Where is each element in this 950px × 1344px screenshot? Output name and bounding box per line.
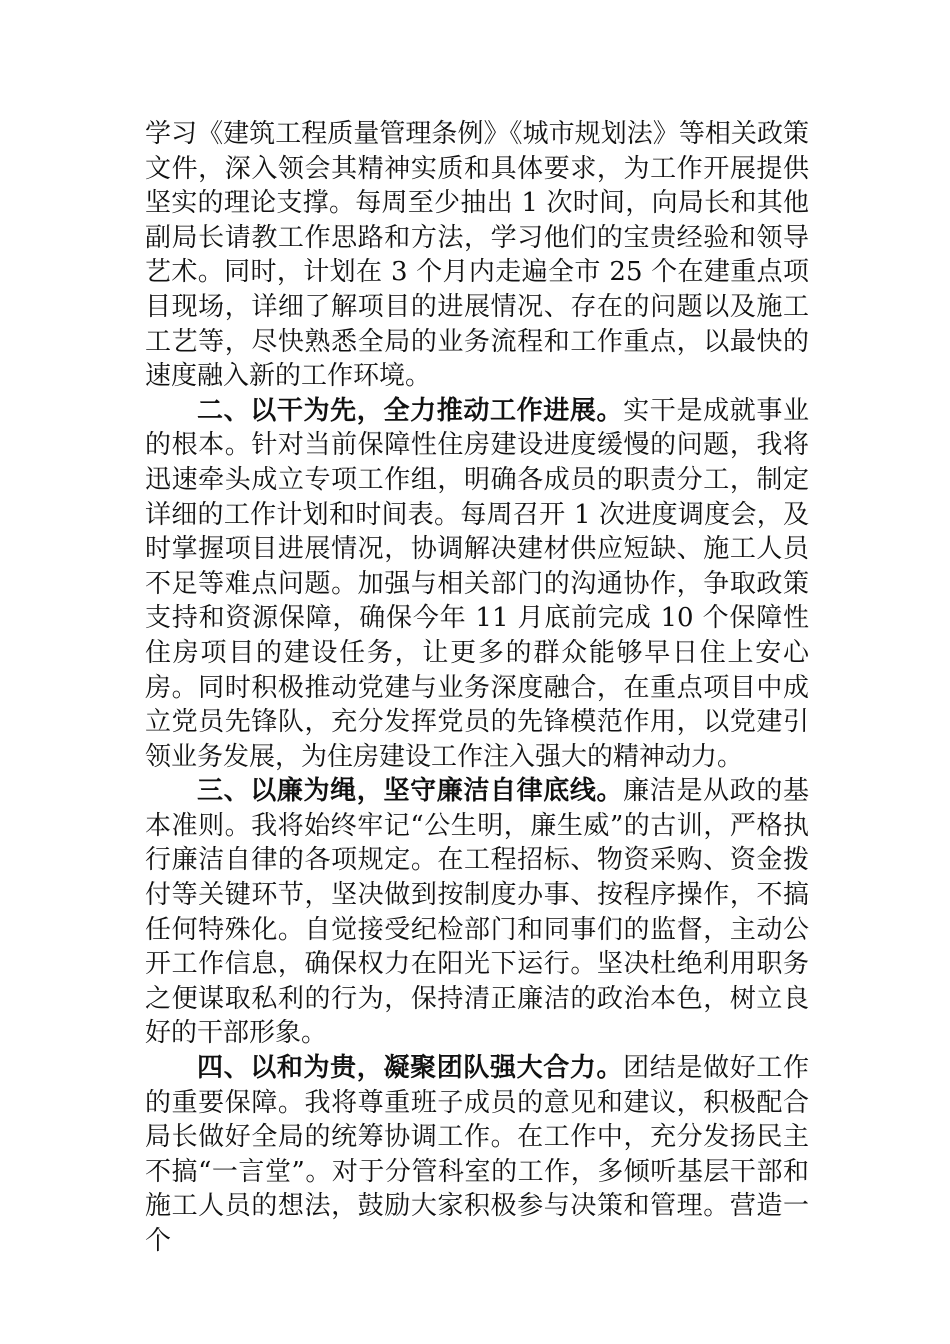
paragraph-section-2: [145, 394, 809, 775]
paragraph-text: 团结是做好工作的重要保障。我将尊重班子成员的意见和建议，积极配合局长做好全局的统筹协调工作。在工作中，充分发扬民主不搞“一言堂”。对于分管科室的工作，多倾听基层干部和施工人员的想法，鼓励大家积极参与决策和管理。营造一个: [145, 1053, 809, 1256]
paragraph-text: 实干是成就事业的根本。针对当前保障性住房建设进度缓慢的问题，我将迅速牵头成立专项工作组，明确各成员的职责分工，制定详细的工作计划和时间表。每周召开 1 次进度调度会，及时掌握项目进展情况，协调解决建材供应短缺、施工人员不足等难点问题。加强与相关部门的沟通协作，争取政策支持和资源保障，确保今年 11 月底前完成 10 个保障性住房项目的建设任务，让更多的群众能够早日住上安心房。同时积极推动党建与业务深度融合，在重点项目中成立党员先锋队，充分发挥党员的先锋模范作用，以党建引领业务发展，为住房建设工作注入强大的精神动力。: [145, 395, 809, 772]
section-heading: 三、以廉为绳，坚守廉洁自律底线。: [197, 776, 624, 807]
paragraph-continuation: [145, 117, 809, 394]
paragraph-text: 廉洁是从政的基本准则。我将始终牢记“公生明，廉生威”的古训，严格执行廉洁自律的各项规定。在工程招标、物资采购、资金拨付等关键环节，坚决做到按制度办事、按程序操作，不搞任何特殊化。自觉接受纪检部门和同事们的监督，主动公开工作信息，确保权力在阳光下运行。坚决杜绝利用职务之便谋取私利的行为，保持清正廉洁的政治本色，树立良好的干部形象。: [145, 776, 809, 1049]
document-body: [145, 117, 809, 1259]
section-heading: 四、以和为贵，凝聚团队强大合力。: [197, 1053, 624, 1084]
paragraph-section-3: [145, 774, 809, 1051]
section-heading: 二、以干为先，全力推动工作进展。: [197, 395, 624, 426]
paragraph-text: 学习《建筑工程质量管理条例》《城市规划法》等相关政策文件，深入领会其精神实质和具体要求，为工作开展提供坚实的理论支撑。每周至少抽出 1 次时间，向局长和其他副局长请教工作思路和方法，学习他们的宝贵经验和领导艺术。同时，计划在 3 个月内走遍全市 25 个在建重点项目现场，详细了解项目的进展情况、存在的问题以及施工工艺等，尽快熟悉全局的业务流程和工作重点，以最快的速度融入新的工作环境。: [145, 119, 809, 392]
paragraph-section-4: [145, 1051, 809, 1259]
